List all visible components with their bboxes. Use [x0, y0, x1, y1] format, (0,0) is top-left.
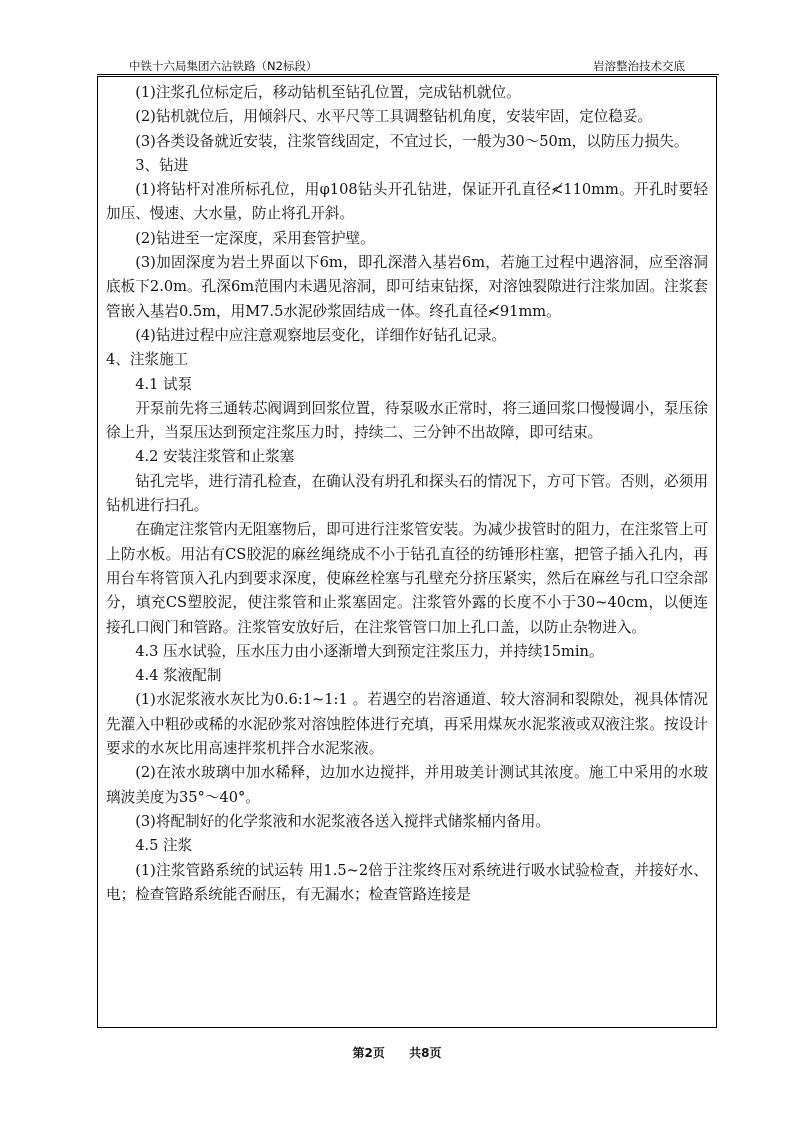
paragraph: 4.2 安装注浆管和止浆塞	[135, 448, 295, 466]
paragraph: (1)注浆孔位标定后，移动钻机至钻孔位置，完成钻机就位。	[135, 84, 521, 101]
paragraph: 在确定注浆管内无阻塞物后，即可进行注浆管安装。为减少拔管时的阻力，在注浆管上可上防水板。用沾有CS胶泥的麻丝绳绕成不小于钻孔直径的纺锤形柱塞，把管子插入孔内，再用台车将管顶入孔内到要求深度，使麻丝栓塞与孔壁充分挤压紧实，然后在麻丝与孔口空余部分，填充CS塑胶泥，使注浆管和止浆塞固定。注浆管外露的长度不小于30~40cm，以便连接孔口阀门和管路。注浆管安放好后，在注浆管管口加上孔口盖，以防止杂物进入。	[106, 521, 708, 636]
page-footer	[0, 1044, 794, 1061]
body-text	[98, 77, 716, 907]
page-header	[97, 56, 697, 74]
paragraph: 钻孔完毕，进行清孔检查，在确认没有坍孔和探头石的情况下，方可下管。否则，必须用钻机进行扫孔。	[106, 472, 708, 515]
paragraph: (3)将配制好的化学浆液和水泥浆液各送入搅拌式储浆桶内备用。	[135, 812, 550, 830]
paragraph: (1)将钻杆对准所标孔位，用φ108钻头开孔钻进，保证开孔直径≮110mm。开孔时要轻加压、慢速、大水量，防止将孔开斜。	[106, 181, 708, 223]
paragraph: 4、注浆施工	[106, 351, 189, 369]
paragraph: (3)各类设备就近安装，注浆管线固定，不宜过长，一般为30～50m，以防压力损失。	[135, 132, 689, 150]
paragraph: (2)钻进至一定深度，采用套管护壁。	[135, 229, 375, 247]
paragraph: (2)钻机就位后，用倾斜尺、水平尺等工具调整钻机角度，安装牢固，定位稳妥。	[135, 108, 653, 126]
page-number: 第2页	[352, 1046, 385, 1060]
header-document-title: 岩溶整治技术交底	[593, 59, 685, 73]
paragraph: (2)在浓水玻璃中加水稀释，边加水边搅拌，并用玻美计测试其浓度。施工中采用的水玻璃波美度为35°～40°。	[106, 764, 708, 806]
paragraph: 开泵前先将三通转芯阀调到回浆位置，待泵吸水正常时，将三通回浆口慢慢调小，泵压徐徐上升，当泵压达到预定注浆压力时，持续二、三分钟不出故障，即可结束。	[106, 399, 708, 442]
paragraph: 4.3 压水试验，压水压力由小逐渐增大到预定注浆压力，并持续15min。	[135, 642, 604, 660]
paragraph: (4)钻进过程中应注意观察地层变化，详细作好钻孔记录。	[135, 326, 507, 344]
paragraph: 4.4 浆液配制	[135, 667, 222, 685]
header-divider	[97, 74, 719, 75]
page-total: 共8页	[409, 1046, 442, 1060]
paragraph: (1)水泥浆液水灰比为0.6:1~1:1 。若遇空的岩溶通道、较大溶洞和裂隙处，视具体情况先灌入中粗砂或稀的水泥砂浆对溶蚀腔体进行充填，再采用煤灰水泥浆液或双液注浆。按设计要求的水灰比用高速拌浆机拌合水泥浆液。	[106, 691, 708, 758]
header-project-name: 中铁十六局集团六沾铁路（N2标段）	[129, 59, 318, 73]
paragraph: 3、钻进	[135, 156, 189, 174]
paragraph: (1)注浆管路系统的试运转 用1.5~2倍于注浆终压对系统进行吸水试验检查，并接好水、电；检查管路系统能否耐压，有无漏水；检查管路连接是	[106, 861, 708, 903]
paragraph: (3)加固深度为岩土界面以下6m，即孔深潜入基岩6m，若施工过程中遇溶洞，应至溶洞底板下2.0m。孔深6m范围内未遇见溶洞，即可结束钻探，对溶蚀裂隙进行注浆加固。注浆套管嵌入基岩0.5m，用M7.5水泥砂浆固结成一体。终孔直径≮91mm。	[106, 254, 708, 320]
paragraph: 4.1 试泵	[135, 375, 193, 393]
paragraph: 4.5 注浆	[135, 837, 193, 855]
content-frame	[97, 76, 717, 1028]
